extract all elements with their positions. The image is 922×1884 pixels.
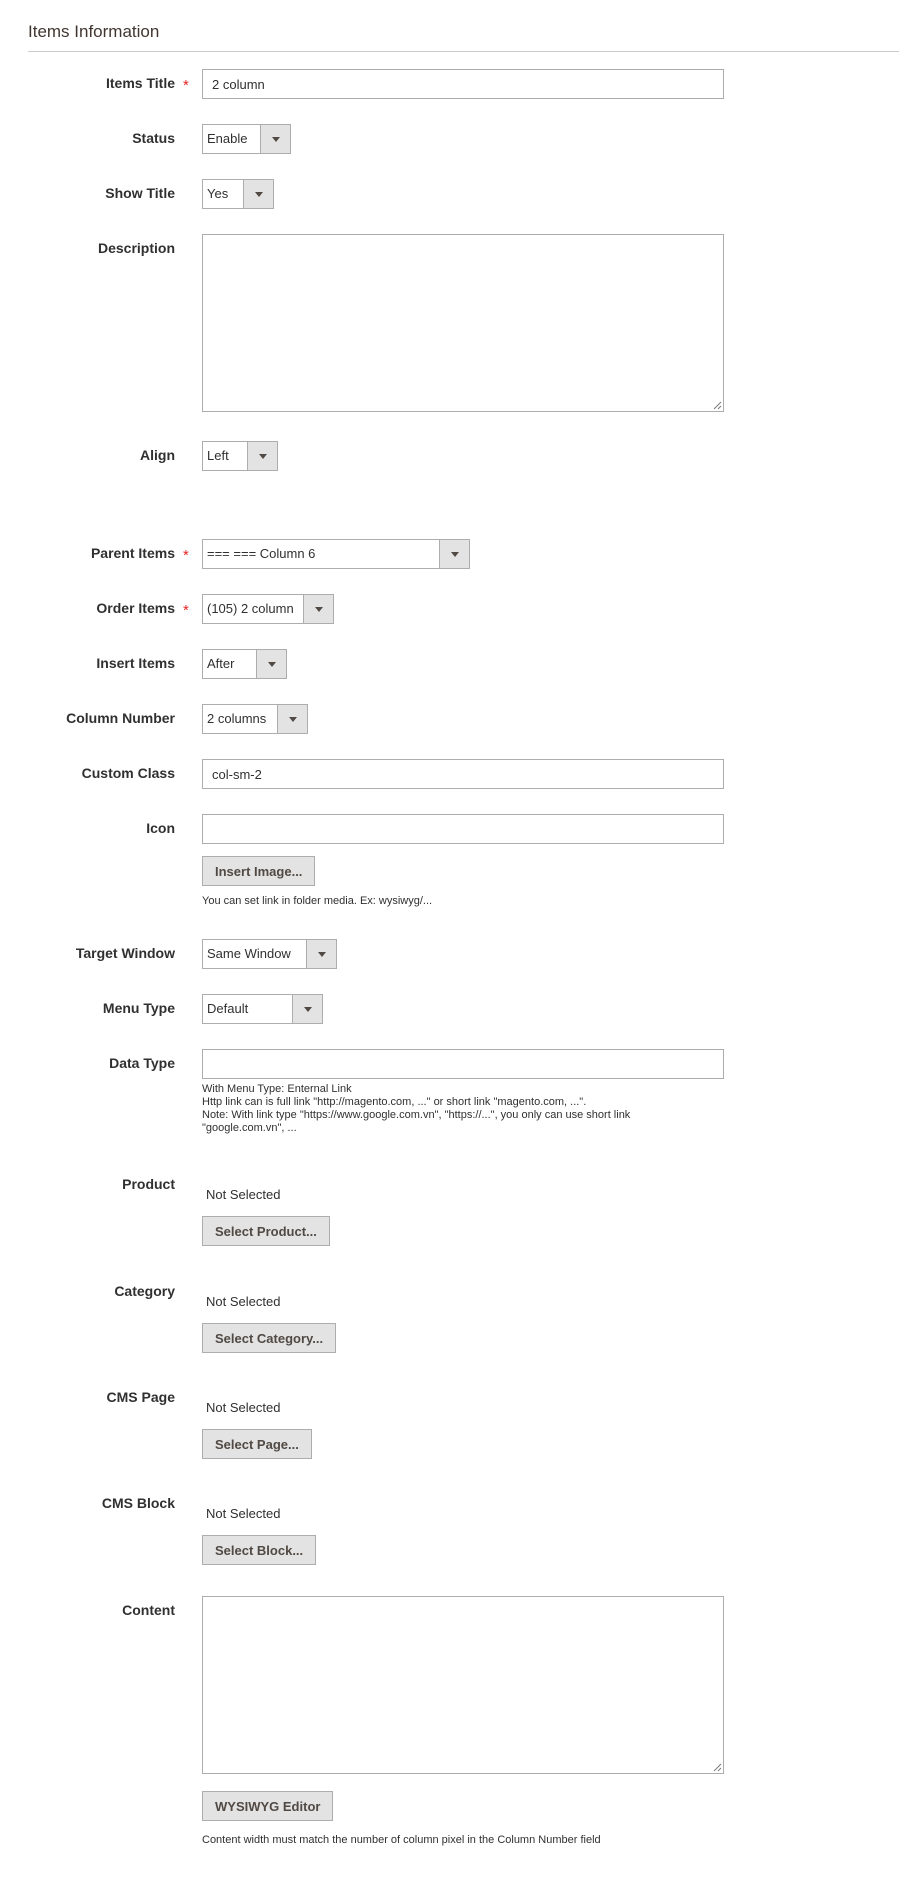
icon-label: Icon bbox=[146, 820, 175, 836]
chevron-down-icon[interactable] bbox=[247, 442, 277, 470]
custom-class-label: Custom Class bbox=[81, 765, 175, 781]
chevron-down-icon[interactable] bbox=[256, 650, 286, 678]
resize-grip-icon[interactable] bbox=[713, 401, 722, 410]
product-selected-text: Not Selected bbox=[206, 1187, 281, 1202]
chevron-down-icon[interactable] bbox=[306, 940, 336, 968]
content-note: Content width must match the number of column pixel in the Column Number field bbox=[202, 1834, 601, 1846]
cms-block-label: CMS Block bbox=[101, 1495, 175, 1511]
category-selected-text: Not Selected bbox=[206, 1294, 281, 1309]
content-textarea[interactable] bbox=[202, 1596, 724, 1774]
chevron-down-icon[interactable] bbox=[260, 125, 290, 153]
parent-items-value: === === Column 6 bbox=[207, 546, 316, 561]
select-page-button[interactable]: Select Page... bbox=[202, 1429, 312, 1459]
chevron-down-icon[interactable] bbox=[243, 180, 273, 208]
select-category-button[interactable]: Select Category... bbox=[202, 1323, 336, 1353]
select-block-button[interactable]: Select Block... bbox=[202, 1535, 316, 1565]
product-label: Product bbox=[122, 1176, 175, 1192]
section-title: Items Information bbox=[28, 22, 160, 41]
chevron-down-icon[interactable] bbox=[303, 595, 333, 623]
insert-items-select[interactable] bbox=[202, 649, 287, 679]
data-type-note-2: Http link can is full link "http://magento.com, ..." or short link "magento.com, ...". bbox=[202, 1096, 587, 1108]
chevron-down-icon[interactable] bbox=[292, 995, 322, 1023]
content-label: Content bbox=[122, 1602, 175, 1618]
items-title-label: Items Title bbox=[106, 75, 175, 91]
show-title-select[interactable] bbox=[202, 179, 274, 209]
order-items-select[interactable] bbox=[202, 594, 334, 624]
insert-items-value: After bbox=[207, 656, 235, 671]
align-label: Align bbox=[140, 447, 175, 463]
icon-note: You can set link in folder media. Ex: wysiwyg/... bbox=[202, 895, 433, 907]
insert-items-label: Insert Items bbox=[96, 655, 175, 671]
status-value: Enable bbox=[207, 131, 248, 146]
target-window-select[interactable] bbox=[202, 939, 337, 969]
order-items-label: Order Items bbox=[96, 600, 175, 616]
data-type-note-4: "google.com.vn", ... bbox=[202, 1122, 297, 1134]
wysiwyg-editor-button[interactable]: WYSIWYG Editor bbox=[202, 1791, 333, 1821]
status-label: Status bbox=[132, 130, 175, 146]
column-number-value: 2 columns bbox=[207, 711, 267, 726]
category-label: Category bbox=[114, 1283, 175, 1299]
required-marker: * bbox=[183, 547, 189, 564]
column-number-select[interactable] bbox=[202, 704, 308, 734]
chevron-down-icon[interactable] bbox=[439, 540, 469, 568]
resize-grip-icon[interactable] bbox=[713, 1763, 722, 1772]
data-type-input[interactable] bbox=[202, 1049, 724, 1079]
section-divider bbox=[28, 51, 899, 52]
data-type-note-1: With Menu Type: Enternal Link bbox=[202, 1083, 352, 1095]
status-select[interactable] bbox=[202, 124, 291, 154]
items-title-input[interactable] bbox=[202, 69, 724, 99]
menu-type-label: Menu Type bbox=[102, 1000, 175, 1016]
insert-image-button[interactable]: Insert Image... bbox=[202, 856, 315, 886]
content-wrapper bbox=[202, 1596, 724, 1774]
description-wrapper bbox=[202, 234, 724, 412]
menu-type-value: Default bbox=[207, 1001, 249, 1016]
required-marker: * bbox=[183, 602, 189, 619]
target-window-value: Same Window bbox=[207, 946, 291, 961]
chevron-down-icon[interactable] bbox=[277, 705, 307, 733]
align-select[interactable] bbox=[202, 441, 278, 471]
parent-items-select[interactable] bbox=[202, 539, 470, 569]
order-items-value: (105) 2 column bbox=[207, 601, 294, 616]
custom-class-input[interactable] bbox=[202, 759, 724, 789]
cms-block-selected-text: Not Selected bbox=[206, 1506, 281, 1521]
parent-items-label: Parent Items bbox=[90, 545, 175, 561]
required-marker: * bbox=[183, 77, 189, 94]
icon-input[interactable] bbox=[202, 814, 724, 844]
show-title-value: Yes bbox=[207, 186, 229, 201]
select-product-button[interactable]: Select Product... bbox=[202, 1216, 330, 1246]
align-value: Left bbox=[207, 448, 229, 463]
cms-page-selected-text: Not Selected bbox=[206, 1400, 281, 1415]
menu-type-select[interactable] bbox=[202, 994, 323, 1024]
data-type-label: Data Type bbox=[109, 1055, 175, 1071]
show-title-label: Show Title bbox=[105, 185, 175, 201]
description-label: Description bbox=[97, 240, 175, 256]
description-textarea[interactable] bbox=[202, 234, 724, 412]
cms-page-label: CMS Page bbox=[106, 1389, 175, 1405]
column-number-label: Column Number bbox=[66, 710, 175, 726]
target-window-label: Target Window bbox=[75, 945, 175, 961]
data-type-note-3: Note: With link type "https://www.google.com.vn", "https://...", you only can use short link bbox=[202, 1109, 631, 1121]
